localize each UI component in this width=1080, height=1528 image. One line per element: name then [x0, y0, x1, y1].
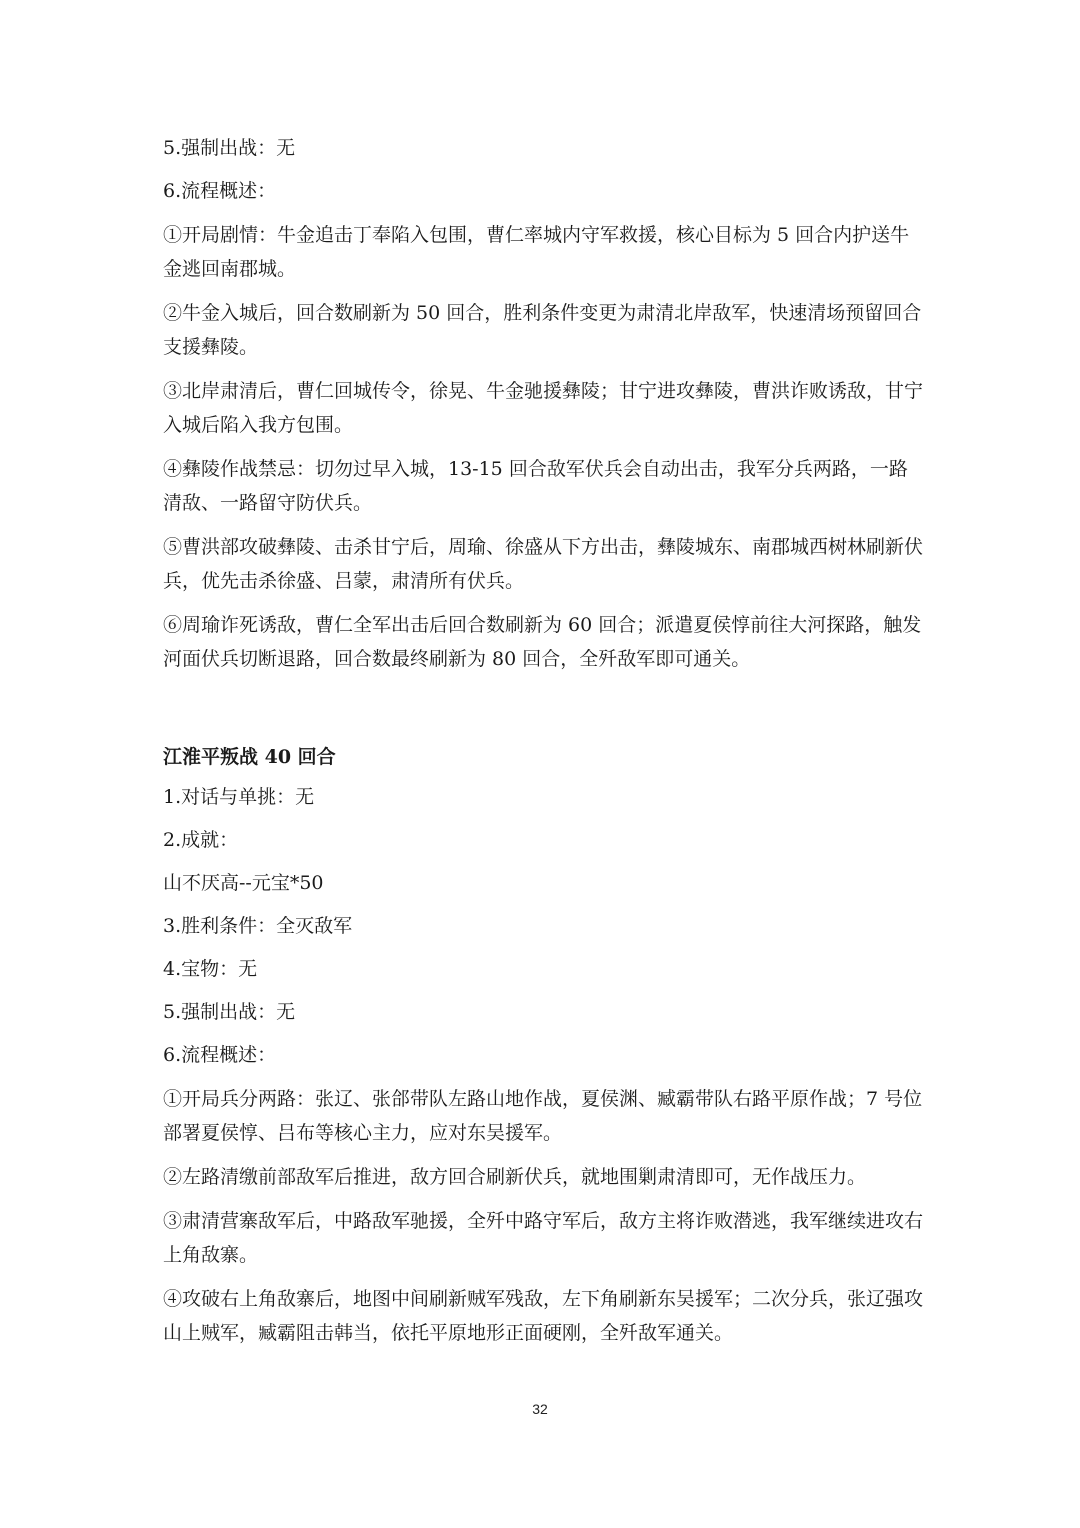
achievement-title: 2.成就：	[163, 829, 239, 851]
process-step: ⑤曹洪部攻破彝陵、击杀甘宁后，周瑜、徐盛从下方出击，彝陵城东、南郡城西树林刷新伏兵，优先击杀徐盛、吕蒙，肃清所有伏兵。	[163, 536, 924, 592]
treasure-line: 4.宝物：无	[163, 958, 258, 980]
process-step: ①开局剧情：牛金追击丁奉陷入包围，曹仁率城内守军救援，核心目标为 5 回合内护送牛金逃回南郡城。	[163, 224, 910, 280]
process-step: ③肃清营寨敌军后，中路敌军驰援，全歼中路守军后，敌方主将诈败潜逃，我军继续进攻右上角敌寨。	[163, 1210, 924, 1266]
forced-deploy-line: 5.强制出战：无	[163, 1001, 296, 1023]
section-heading: 江淮平叛战 40 回合	[163, 746, 336, 768]
process-title: 6.流程概述：	[163, 1044, 277, 1066]
process-step: ④彝陵作战禁忌：切勿过早入城，13-15 回合敌军伏兵会自动出击，我军分兵两路，一路清敌、一路留守防伏兵。	[163, 458, 908, 514]
process-step: ②左路清缴前部敌军后推进，敌方回合刷新伏兵，就地围剿肃清即可，无作战压力。	[163, 1166, 867, 1188]
process-step: ④攻破右上角敌寨后，地图中间刷新贼军残敌，左下角刷新东吴援军；二次分兵，张辽强攻山上贼军，臧霸阻击韩当，依托平原地形正面硬刚，全歼敌军通关。	[163, 1288, 924, 1344]
page-number: 32	[532, 1401, 548, 1417]
page-content	[163, 132, 923, 1360]
victory-line: 3.胜利条件：全灭敌军	[163, 915, 353, 937]
dialogue-line: 1.对话与单挑：无	[163, 786, 315, 808]
forced-deploy-line: 5.强制出战：无	[163, 137, 296, 159]
section-gap	[163, 686, 923, 741]
achievement-line: 山不厌高--元宝*50	[163, 872, 324, 894]
process-step: ⑥周瑜诈死诱敌，曹仁全军出击后回合数刷新为 60 回合；派遣夏侯惇前往大河探路，触发河面伏兵切断退路，回合数最终刷新为 80 回合，全歼敌军即可通关。	[163, 614, 922, 670]
process-step: ①开局兵分两路：张辽、张郃带队左路山地作战，夏侯渊、臧霸带队右路平原作战；7 号位部署夏侯惇、吕布等核心主力，应对东吴援军。	[163, 1088, 923, 1144]
process-title: 6.流程概述：	[163, 180, 277, 202]
process-step: ②牛金入城后，回合数刷新为 50 回合，胜利条件变更为肃清北岸敌军，快速清场预留回合支援彝陵。	[163, 302, 922, 358]
process-step: ③北岸肃清后，曹仁回城传令，徐晃、牛金驰援彝陵；甘宁进攻彝陵，曹洪诈败诱敌，甘宁入城后陷入我方包围。	[163, 380, 924, 436]
